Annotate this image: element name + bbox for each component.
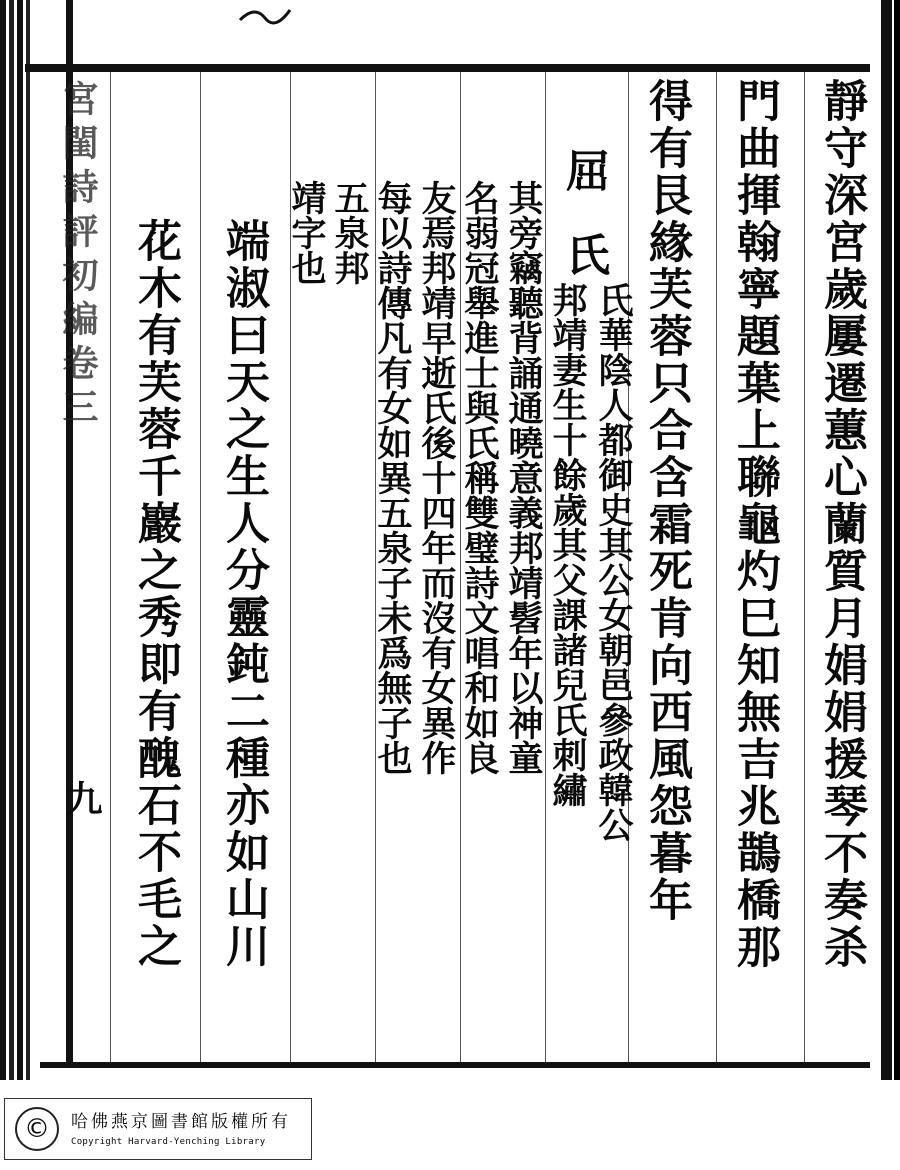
- text-column: 花木有芙蓉千巖之秀即有醜石不毛之: [130, 218, 181, 970]
- text-column: 五泉邦: [329, 180, 370, 285]
- column-divider: [716, 72, 717, 1062]
- text-column: 友焉邦靖早逝氏後十四年而沒有女異作: [416, 180, 457, 775]
- ink-mark: [235, 0, 295, 30]
- text-column: 氏華陰人都御史其公女朝邑參政韓公: [593, 282, 634, 842]
- copyright-chinese: 哈佛燕京圖書館版權所有: [71, 1112, 291, 1132]
- text-column: 邦靖妻生十餘歲其父課諸兒氏刺繡: [547, 282, 588, 807]
- text-column: 每以詩傳凡有女如異五泉子未爲無子也: [372, 180, 413, 775]
- column-divider: [200, 72, 201, 1062]
- copyright-english: Copyright Harvard-Yenching Library: [71, 1137, 266, 1147]
- binding-edge: [0, 0, 30, 1080]
- column-divider: [110, 72, 111, 1062]
- column-divider: [545, 72, 546, 1062]
- text-column: 靜守深宮歲屢遷蕙心蘭質月娟娟援琴不奏杀: [816, 78, 867, 971]
- top-border-rule: [25, 64, 870, 72]
- section-heading: 屈: [558, 148, 609, 195]
- page-edge: [878, 0, 900, 1080]
- bottom-border-rule: [40, 1062, 870, 1068]
- copyright-stamp: [4, 1098, 312, 1160]
- text-column: 靖字也: [286, 180, 327, 285]
- text-column: 名弱冠舉進士與氏稱雙璧詩文唱和如良: [459, 180, 500, 775]
- column-divider: [804, 72, 805, 1062]
- copyright-icon: ©: [15, 1107, 59, 1151]
- leaf-number: 九: [61, 780, 103, 836]
- text-column: 端淑曰天之生人分靈鈍二種亦如山川: [218, 218, 269, 970]
- margin-title: 宮閨詩評初編卷三: [57, 80, 99, 432]
- text-column: 其旁竊聽背誦通曉意義邦靖髫年以神童: [503, 180, 544, 775]
- text-column: 氏: [558, 232, 609, 279]
- text-column: 門曲揮翰寧題葉上聯龜灼巳知無吉兆鵲橋那: [729, 78, 780, 971]
- text-column: 得有艮緣芙蓉只合含霜死肯向西風怨暮年: [641, 78, 692, 924]
